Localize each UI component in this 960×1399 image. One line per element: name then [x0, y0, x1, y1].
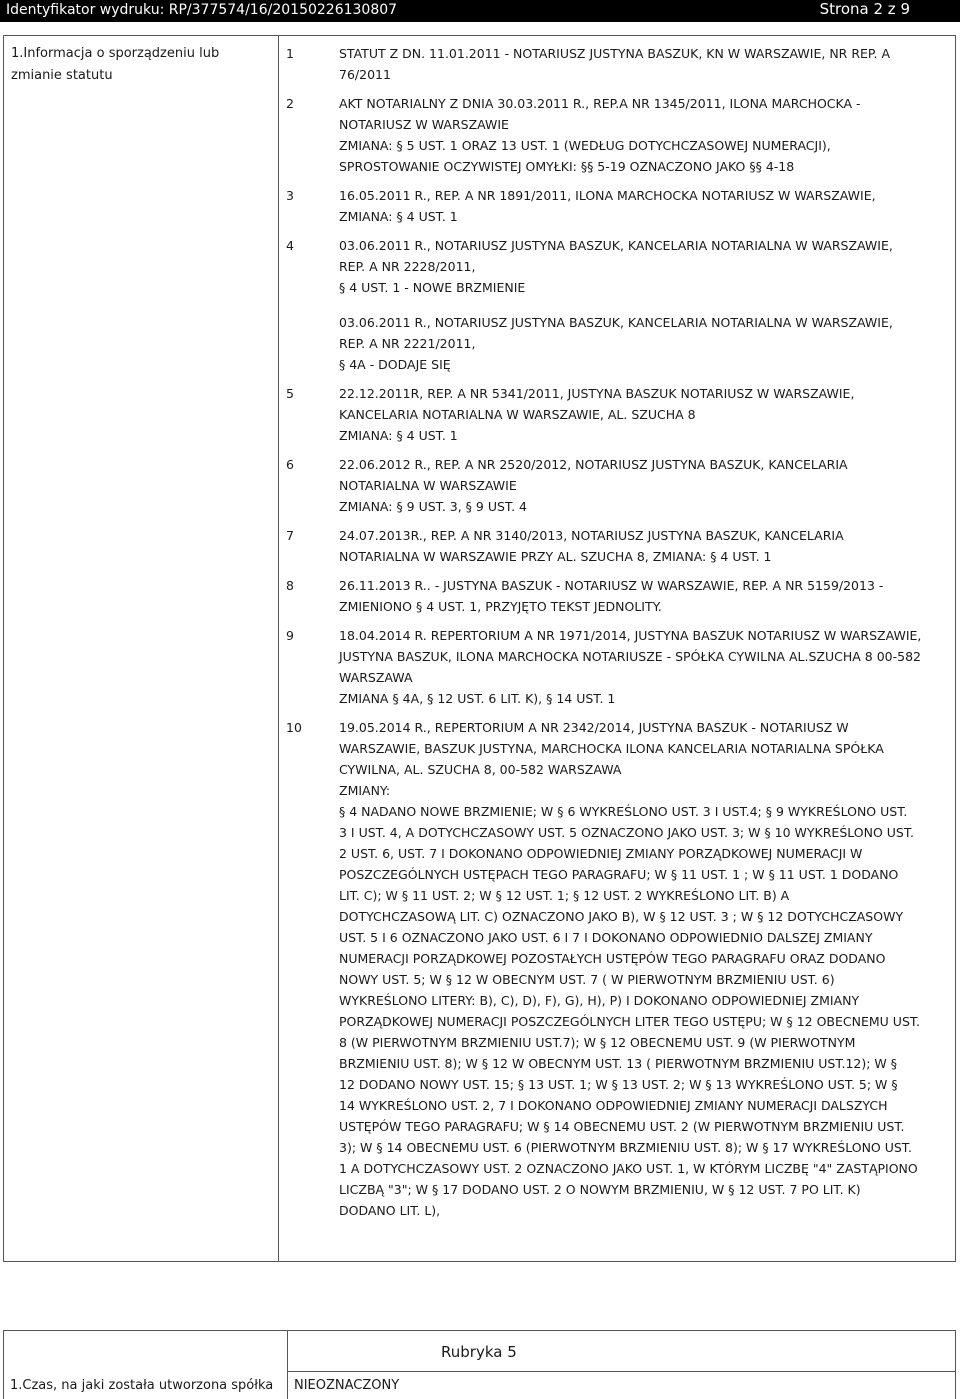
entry-line: LIT. C); W § 11 UST. 2; W § 12 UST. 1; § 12 UST. 2 WYKREŚLONO LIT. B) A	[339, 888, 790, 903]
print-header	[0, 0, 960, 22]
entry-number: 7	[286, 528, 294, 543]
entry-line: DODANO LIT. L),	[339, 1203, 441, 1218]
entry-line: 1 A DOTYCHCZASOWY UST. 2 OZNACZONO JAKO UST. 1, W KTÓRYM LICZBĘ "4" ZASTĄPIONO	[339, 1161, 918, 1176]
rubryka-5-section	[3, 1330, 956, 1399]
entry-body	[339, 525, 951, 567]
entry-body	[339, 43, 951, 85]
entry-line: REP. A NR 2228/2011,	[339, 259, 476, 274]
entry-body	[339, 575, 951, 617]
entry-line: REP. A NR 2221/2011,	[339, 336, 476, 351]
entry-line: ZMIANA § 4A, § 12 UST. 6 LIT. K), § 14 UST. 1	[339, 691, 616, 706]
entry-body	[339, 93, 951, 177]
entry-line: NOWY UST. 5; W § 12 W OBECNYM UST. 7 ( W PIERWOTNYM BRZMIENIU UST. 6)	[339, 972, 835, 987]
entry-line: NUMERACJI PORZĄDKOWEJ POZOSTAŁYCH USTĘPÓW TEGO PARAGRAFU ORAZ DODANO	[339, 951, 886, 966]
duration-label: 1.Czas, na jaki została utworzona spółka	[10, 1378, 274, 1393]
entry-line: AKT NOTARIALNY Z DNIA 30.03.2011 R., REP.A NR 1345/2011, ILONA MARCHOCKA -	[339, 96, 861, 111]
statute-entry	[286, 525, 951, 567]
entry-line: SPROSTOWANIE OCZYWISTEJ OMYŁKI: §§ 5-19 OZNACZONO JAKO §§ 4-18	[339, 159, 795, 174]
entry-line: NOTARIALNA W WARSZAWIE PRZY AL. SZUCHA 8, ZMIANA: § 4 UST. 1	[339, 549, 772, 564]
entry-line: ZMIANA: § 9 UST. 3, § 9 UST. 4	[339, 499, 527, 514]
entry-line: ZMIANA: § 4 UST. 1	[339, 209, 458, 224]
entry-line: 03.06.2011 R., NOTARIUSZ JUSTYNA BASZUK, KANCELARIA NOTARIALNA W WARSZAWIE,	[339, 315, 893, 330]
entry-line: ZMIANY:	[339, 783, 391, 798]
entry-line: WARSZAWIE, BASZUK JUSTYNA, MARCHOCKA ILONA KANCELARIA NOTARIALNA SPÓŁKA	[339, 741, 884, 756]
statute-entry	[286, 185, 951, 227]
entry-number: 8	[286, 578, 294, 593]
entry-line: POSZCZEGÓLNYCH USTĘPACH TEGO PARAGRAFU; W § 11 UST. 1 ; W § 11 UST. 1 DODANO	[339, 867, 899, 882]
entry-line: 3); W § 14 OBECNEMU UST. 6 (PIERWOTNYM BRZMIENIU UST. 8); W § 17 WYKREŚLONO UST.	[339, 1140, 912, 1155]
statute-entry	[286, 43, 951, 85]
section-label: 1.Informacja o sporządzeniu lub zmianie statutu	[11, 46, 220, 83]
statute-entry	[286, 625, 951, 709]
entry-body	[339, 625, 951, 709]
entry-sub-record	[339, 312, 951, 375]
entry-line: KANCELARIA NOTARIALNA W WARSZAWIE, AL. SZUCHA 8	[339, 407, 696, 422]
entry-line: WARSZAWA	[339, 670, 413, 685]
entry-number: 5	[286, 386, 294, 401]
duration-value: NIEOZNACZONY	[294, 1378, 400, 1393]
entry-line: 18.04.2014 R. REPERTORIUM A NR 1971/2014, JUSTYNA BASZUK NOTARIUSZ W WARSZAWIE,	[339, 628, 922, 643]
entry-line: DOTYCHCZASOWĄ LIT. C) OZNACZONO JAKO B), W § 12 UST. 3 ; W § 12 DOTYCHCZASOWY	[339, 909, 904, 924]
entry-line: LICZBĄ "3"; W § 17 DODANO UST. 2 O NOWYM BRZMIENIU, W § 12 UST. 7 PO LIT. K)	[339, 1182, 861, 1197]
entry-line: 12 DODANO NOWY UST. 15; § 13 UST. 1; W § 13 UST. 2; W § 13 WYKREŚLONO UST. 5; W §	[339, 1077, 898, 1092]
statute-entry	[286, 717, 951, 1221]
entry-line: 22.12.2011R, REP. A NR 5341/2011, JUSTYNA BASZUK NOTARIUSZ W WARSZAWIE,	[339, 386, 855, 401]
entry-line: 2 UST. 6, UST. 7 I DOKONANO ODPOWIEDNIEJ ZMIANY PORZĄDKOWEJ NUMERACJI W	[339, 846, 863, 861]
entry-body	[339, 717, 951, 1221]
statute-entries	[286, 43, 951, 1229]
statute-entry	[286, 235, 951, 375]
entry-body	[339, 383, 951, 446]
statute-entry	[286, 93, 951, 177]
row-divider	[287, 1371, 955, 1372]
print-identifier: Identyfikator wydruku: RP/377574/16/20150226130807	[6, 2, 398, 18]
entry-line: PORZĄDKOWEJ NUMERACJI POSZCZEGÓLNYCH LITER TEGO USTĘPU; W § 12 OBECNEMU UST.	[339, 1014, 920, 1029]
entry-line: § 4A - DODAJE SIĘ	[339, 357, 451, 372]
entry-line: ZMIANA: § 5 UST. 1 ORAZ 13 UST. 1 (WEDŁUG DOTYCHCZASOWEJ NUMERACJI),	[339, 138, 831, 153]
entry-line: 16.05.2011 R., REP. A NR 1891/2011, ILONA MARCHOCKA NOTARIUSZ W WARSZAWIE,	[339, 188, 876, 203]
entry-line: 22.06.2012 R., REP. A NR 2520/2012, NOTARIUSZ JUSTYNA BASZUK, KANCELARIA	[339, 457, 848, 472]
entry-number: 6	[286, 457, 294, 472]
page-indicator: Strona 2 z 9	[819, 0, 910, 18]
entry-number: 3	[286, 188, 294, 203]
entry-line: JUSTYNA BASZUK, ILONA MARCHOCKA NOTARIUSZE - SPÓŁKA CYWILNA AL.SZUCHA 8 00-582	[339, 649, 921, 664]
entry-number: 1	[286, 46, 294, 61]
statute-entry	[286, 383, 951, 446]
rubryka-title: Rubryka 5	[441, 1343, 517, 1361]
entry-line: USTĘPÓW TEGO PARAGRAFU; W § 14 OBECNEMU UST. 2 (W PIERWOTNYM BRZMIENIU UST.	[339, 1119, 905, 1134]
entry-line: BRZMIENIU UST. 8); W § 12 W OBECNYM UST. 13 ( PIERWOTNYM BRZMIENIU UST.12); W §	[339, 1056, 898, 1071]
entry-body	[339, 185, 951, 227]
column-divider	[287, 1331, 288, 1399]
entry-line: WYKREŚLONO LITERY: B), C), D), F), G), H), P) I DOKONANO ODPOWIEDNIEJ ZMIANY	[339, 993, 860, 1008]
entry-line: § 4 UST. 1 - NOWE BRZMIENIE	[339, 280, 526, 295]
entry-line: 76/2011	[339, 67, 391, 82]
statute-entry	[286, 454, 951, 517]
entry-body	[339, 235, 951, 375]
statute-section	[3, 35, 956, 1262]
entry-line: NOTARIUSZ W WARSZAWIE	[339, 117, 509, 132]
entry-line: 03.06.2011 R., NOTARIUSZ JUSTYNA BASZUK, KANCELARIA NOTARIALNA W WARSZAWIE,	[339, 238, 893, 253]
entry-line: NOTARIALNA W WARSZAWIE	[339, 478, 517, 493]
entry-line: STATUT Z DN. 11.01.2011 - NOTARIUSZ JUSTYNA BASZUK, KN W WARSZAWIE, NR REP. A	[339, 46, 890, 61]
statute-entry	[286, 575, 951, 617]
entry-line: 8 (W PIERWOTNYM BRZMIENIU UST.7); W § 12 OBECNEMU UST. 9 (W PIERWOTNYM	[339, 1035, 856, 1050]
entry-line: 24.07.2013R., REP. A NR 3140/2013, NOTARIUSZ JUSTYNA BASZUK, KANCELARIA	[339, 528, 844, 543]
entry-line: UST. 5 I 6 OZNACZONO JAKO UST. 6 I 7 I DOKONANO ODPOWIEDNIO DALSZEJ ZMIANY	[339, 930, 873, 945]
entry-line: ZMIENIONO § 4 UST. 1, PRZYJĘTO TEKST JEDNOLITY.	[339, 599, 662, 614]
entry-line: 14 WYKREŚLONO UST. 2, 7 I DOKONANO ODPOWIEDNIEJ ZMIANY NUMERACJI DALSZYCH	[339, 1098, 888, 1113]
entry-number: 10	[286, 720, 302, 735]
entry-line: CYWILNA, AL. SZUCHA 8, 00-582 WARSZAWA	[339, 762, 622, 777]
entry-number: 2	[286, 96, 294, 111]
entry-line: ZMIANA: § 4 UST. 1	[339, 428, 458, 443]
entry-line: 26.11.2013 R.. - JUSTYNA BASZUK - NOTARIUSZ W WARSZAWIE, REP. A NR 5159/2013 -	[339, 578, 884, 593]
entry-line: 3 I UST. 4, A DOTYCHCZASOWY UST. 5 OZNACZONO JAKO UST. 3; W § 10 WYKREŚLONO UST.	[339, 825, 914, 840]
entry-body	[339, 454, 951, 517]
entry-number: 9	[286, 628, 294, 643]
entry-number: 4	[286, 238, 294, 253]
entry-line: 19.05.2014 R., REPERTORIUM A NR 2342/2014, JUSTYNA BASZUK - NOTARIUSZ W	[339, 720, 849, 735]
column-divider	[278, 36, 279, 1261]
entry-line: § 4 NADANO NOWE BRZMIENIE; W § 6 WYKREŚLONO UST. 3 I UST.4; § 9 WYKREŚLONO UST.	[339, 804, 908, 819]
